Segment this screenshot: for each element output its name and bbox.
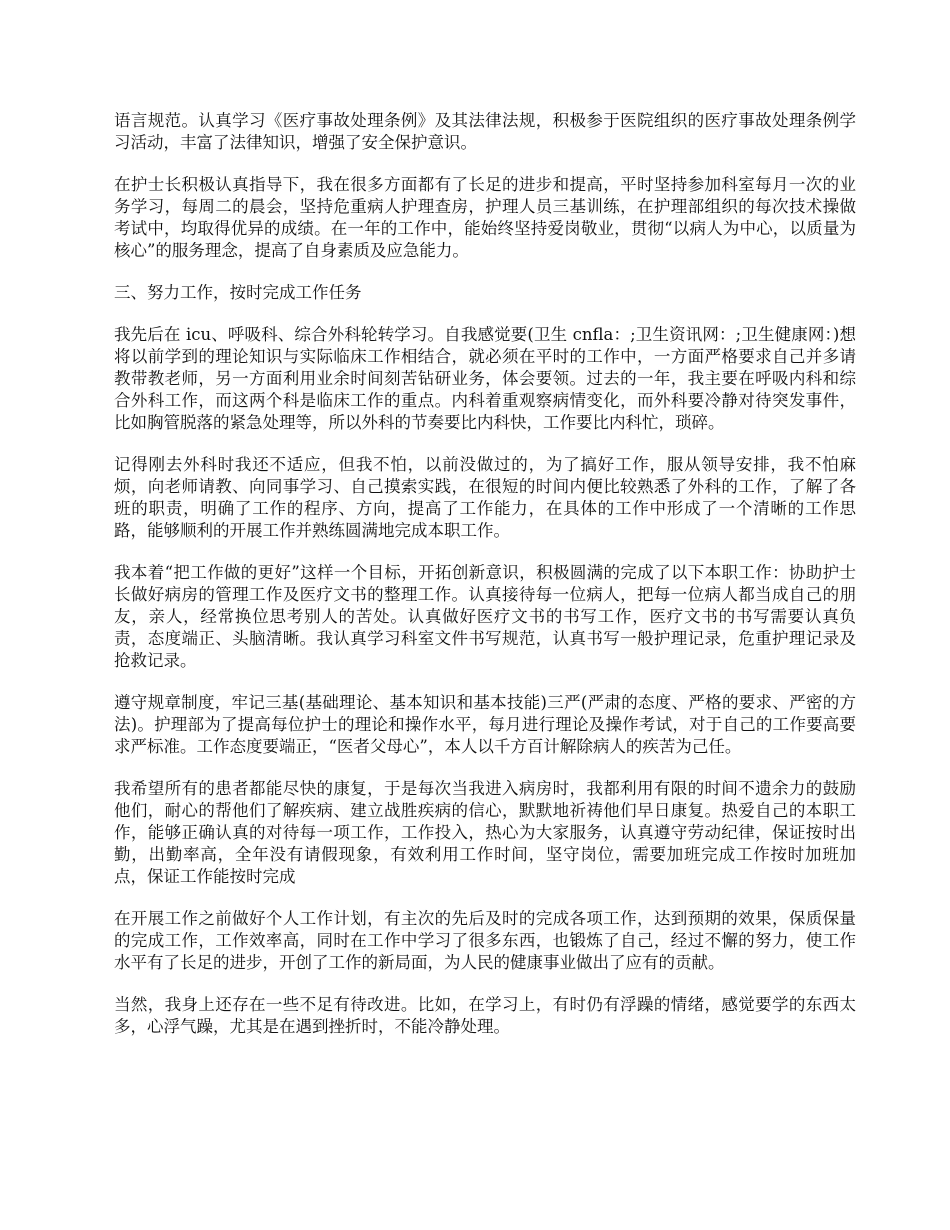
document-body	[114, 110, 856, 1058]
paragraph-shortcomings: 当然，我身上还存在一些不足有待改进。比如，在学习上，有时仍有浮躁的情绪，感觉要学的东西太多，心浮气躁，尤其是在遇到挫折时，不能冷静处理。	[114, 995, 856, 1036]
paragraph-work-plan: 在开展工作之前做好个人工作计划，有主次的先后及时的完成各项工作，达到预期的效果，保质保量的完成工作，工作效率高，同时在工作中学习了很多东西，也锻炼了自己，经过不懈的努力，使工作水平有了长足的进步，开创了工作的新局面，为人民的健康事业做出了应有的贡献。	[114, 909, 856, 972]
paragraph-rules: 遵守规章制度，牢记三基(基础理论、基本知识和基本技能)三严(严肃的态度、严格的要求、严密的方法)。护理部为了提高每位护士的理论和操作水平，每月进行理论及操作考试，对于自己的工作要高要求严标准。工作态度要端正，“医者父母心”，本人以千方百计解除病人的疾苦为己任。	[114, 693, 856, 756]
paragraph-rotation-study: 我先后在 icu、呼吸科、综合外科轮转学习。自我感觉要(卫生 cnfla：;卫生资讯网：;卫生健康网：)想将以前学到的理论知识与实际临床工作相结合，就必须在平时的工作中，一方面严格要求自己并多请教带教老师，另一方面利用业余时间刻苦钻研业务，体会要领。过去的一年，我主要在呼吸内科和综合外科工作，而这两个科是临床工作的重点。内科着重观察病情变化，而外科要冷静对待突发事件，比如胸管脱落的紧急处理等，所以外科的节奏要比内科快，工作要比内科忙，琐碎。	[114, 325, 856, 432]
paragraph-patient-care: 我希望所有的患者都能尽快的康复，于是每次当我进入病房时，我都利用有限的时间不遗余力的鼓励他们，耐心的帮他们了解疾病、建立战胜疾病的信心，默默地祈祷他们早日康复。热爱自己的本职工作，能够正确认真的对待每一项工作，工作投入，热心为大家服务，认真遵守劳动纪律，保证按时出勤，出勤率高，全年没有请假现象，有效利用工作时间，坚守岗位，需要加班完成工作按时加班加点，保证工作能按时完成	[114, 779, 856, 886]
paragraph-head-nurse-guidance: 在护士长积极认真指导下，我在很多方面都有了长足的进步和提高，平时坚持参加科室每月一次的业务学习，每周二的晨会，坚持危重病人护理查房，护理人员三基训练，在护理部组织的每次技术操做考试中，均取得优异的成绩。在一年的工作中，能始终坚持爱岗敬业，贯彻“以病人为中心，以质量为核心”的服务理念，提高了自身素质及应急能力。	[114, 175, 856, 260]
paragraph-legal-study: 语言规范。认真学习《医疗事故处理条例》及其法律法规，积极参于医院组织的医疗事故处理条例学习活动，丰富了法律知识，增强了安全保护意识。	[114, 111, 856, 152]
paragraph-surgery-adaptation: 记得刚去外科时我还不适应，但我不怕，以前没做过的，为了搞好工作，服从领导安排，我不怕麻烦，向老师请教、向同事学习、自己摸索实践，在很短的时间内便比较熟悉了外科的工作，了解了各班的职责，明确了工作的程序、方向，提高了工作能力，在具体的工作中形成了一个清晰的工作思路，能够顺利的开展工作并熟练圆满地完成本职工作。	[114, 455, 856, 540]
paragraph-job-goals: 我本着“把工作做的更好”这样一个目标，开拓创新意识，积极圆满的完成了以下本职工作：协助护士长做好病房的管理工作及医疗文书的整理工作。认真接待每一位病人，把每一位病人都当成自己的朋友，亲人，经常换位思考别人的苦处。认真做好医疗文书的书写工作，医疗文书的书写需要认真负责，态度端正、头脑清晰。我认真学习科室文件书写规范，认真书写一般护理记录，危重护理记录及抢救记录。	[114, 563, 856, 670]
section-heading: 三、努力工作，按时完成工作任务	[114, 283, 362, 302]
